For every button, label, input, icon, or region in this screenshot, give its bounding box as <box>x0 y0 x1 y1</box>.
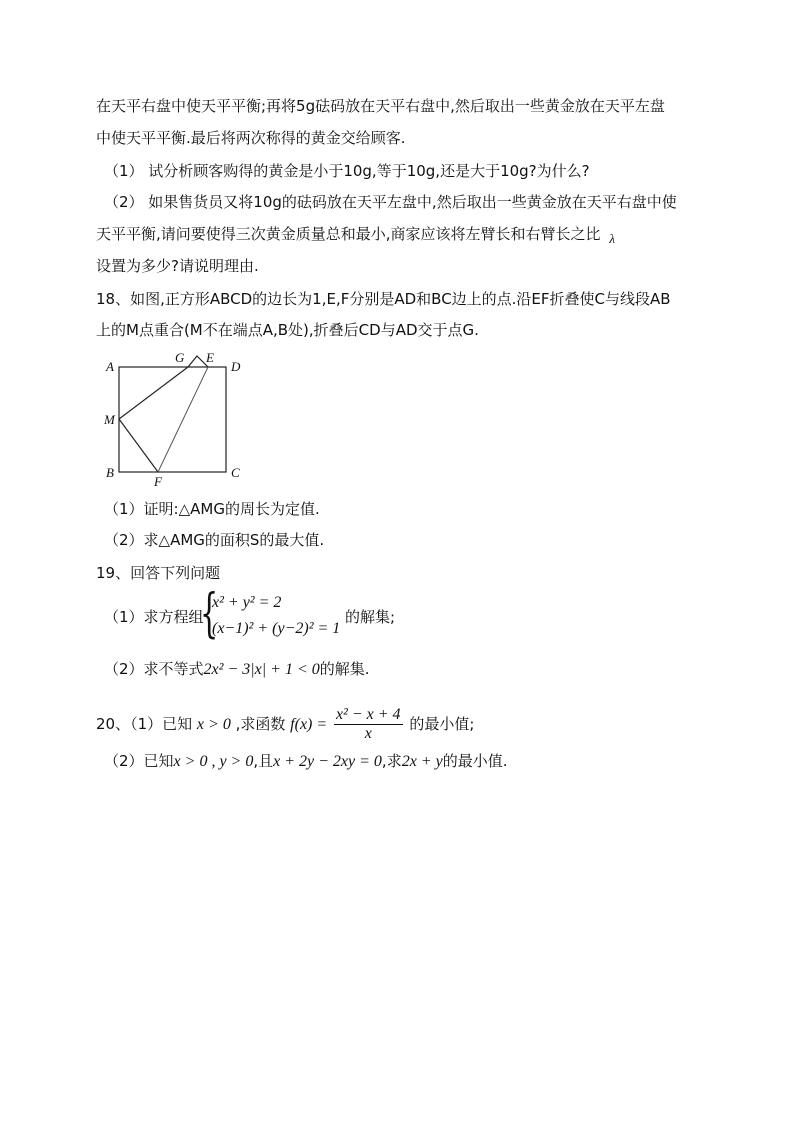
p19-q1-suffix: 的解集; <box>345 608 396 626</box>
square-fold-diagram <box>100 348 250 488</box>
p18-question-2: （2）求△AMG的面积S的最大值. <box>104 531 325 549</box>
fraction-numerator: x² − x + 4 <box>335 706 401 723</box>
p18-statement-line1: 18、如图,正方形ABCD的边长为1,E,F分别是AD和BC边上的点.沿EF折叠使C与线段AB <box>96 290 671 308</box>
condition-x-positive: x > 0 <box>196 716 231 733</box>
p20-q1-prefix: 20、（1）已知 <box>96 715 193 733</box>
inequality: 2x² − 3|x| + 1 < 0 <box>203 661 320 678</box>
p20-q2-mid: ,且 <box>253 752 274 770</box>
p17-line1: 在天平右盘中使天平平衡;再将5g砝码放在天平右盘中,然后取出一些黄金放在天平左盘 <box>96 97 665 115</box>
constraint-equation: x + 2y − 2xy = 0 <box>273 753 382 770</box>
p17-question-2c: 设置为多少?请说明理由. <box>96 257 259 275</box>
label-b: B <box>106 465 114 480</box>
p17-q2b-text: 天平平衡,请问要使得三次黄金质量总和最小,商家应该将左臂长和右臂长之比 <box>96 225 601 243</box>
label-a: A <box>106 359 114 374</box>
p19-question-2 <box>104 659 370 680</box>
p20-q2-suffix: 的最小值. <box>442 752 508 770</box>
p19-q2-suffix: 的解集. <box>319 660 370 678</box>
p19-q1-prefix: （1）求方程组 <box>104 608 204 626</box>
left-brace: { <box>200 584 219 644</box>
p20-q2-mid2: ,求 <box>381 752 402 770</box>
condition-xy-positive: x > 0 , y > 0 <box>173 753 254 770</box>
p17-question-2b <box>96 224 615 249</box>
label-e: E <box>206 350 214 365</box>
equation-2: (x−1)² + (y−2)² = 1 <box>212 620 341 637</box>
label-f: F <box>154 474 162 488</box>
label-g: G <box>175 350 185 365</box>
p17-question-2a: （2） 如果售货员又将10g的砝码放在天平左盘中,然后取出一些黄金放在天平右盘中使 <box>104 193 677 211</box>
folded-edge-m-g <box>119 367 188 419</box>
label-m: M <box>104 412 115 427</box>
function-fraction <box>334 706 403 743</box>
fold-line-ef <box>158 367 208 472</box>
equation-system <box>200 584 350 646</box>
p20-question-1 <box>96 704 474 744</box>
target-expression: 2x + y <box>401 753 443 770</box>
label-d: D <box>231 359 241 374</box>
p18-question-1: （1）证明:△AMG的周长为定值. <box>104 500 320 518</box>
label-c: C <box>231 465 240 480</box>
fraction-denominator: x <box>364 725 372 742</box>
p18-statement-line2: 上的M点重合(M不在端点A,B处),折叠后CD与AD交于点G. <box>96 321 479 339</box>
p20-question-2 <box>104 751 507 772</box>
function-f: f(x) = <box>290 716 328 733</box>
p19-title: 19、回答下列问题 <box>96 564 221 582</box>
p19-q2-prefix: （2）求不等式 <box>104 660 204 678</box>
square-abcd <box>119 367 226 472</box>
p17-line2: 中使天平平衡.最后将两次称得的黄金交给顾客. <box>96 129 406 147</box>
p17-question-1: （1） 试分析顾客购得的黄金是小于10g,等于10g,还是大于10g?为什么? <box>104 162 590 180</box>
p20-q1-mid: ,求函数 <box>235 715 286 733</box>
folded-edge-m-f <box>119 419 158 472</box>
equation-1: x² + y² = 2 <box>212 594 282 611</box>
lambda-symbol: λ <box>609 231 615 246</box>
folded-edge-g-peak-e <box>188 356 208 367</box>
p20-q1-suffix: 的最小值; <box>409 715 475 733</box>
p20-q2-prefix: （2）已知 <box>104 752 174 770</box>
